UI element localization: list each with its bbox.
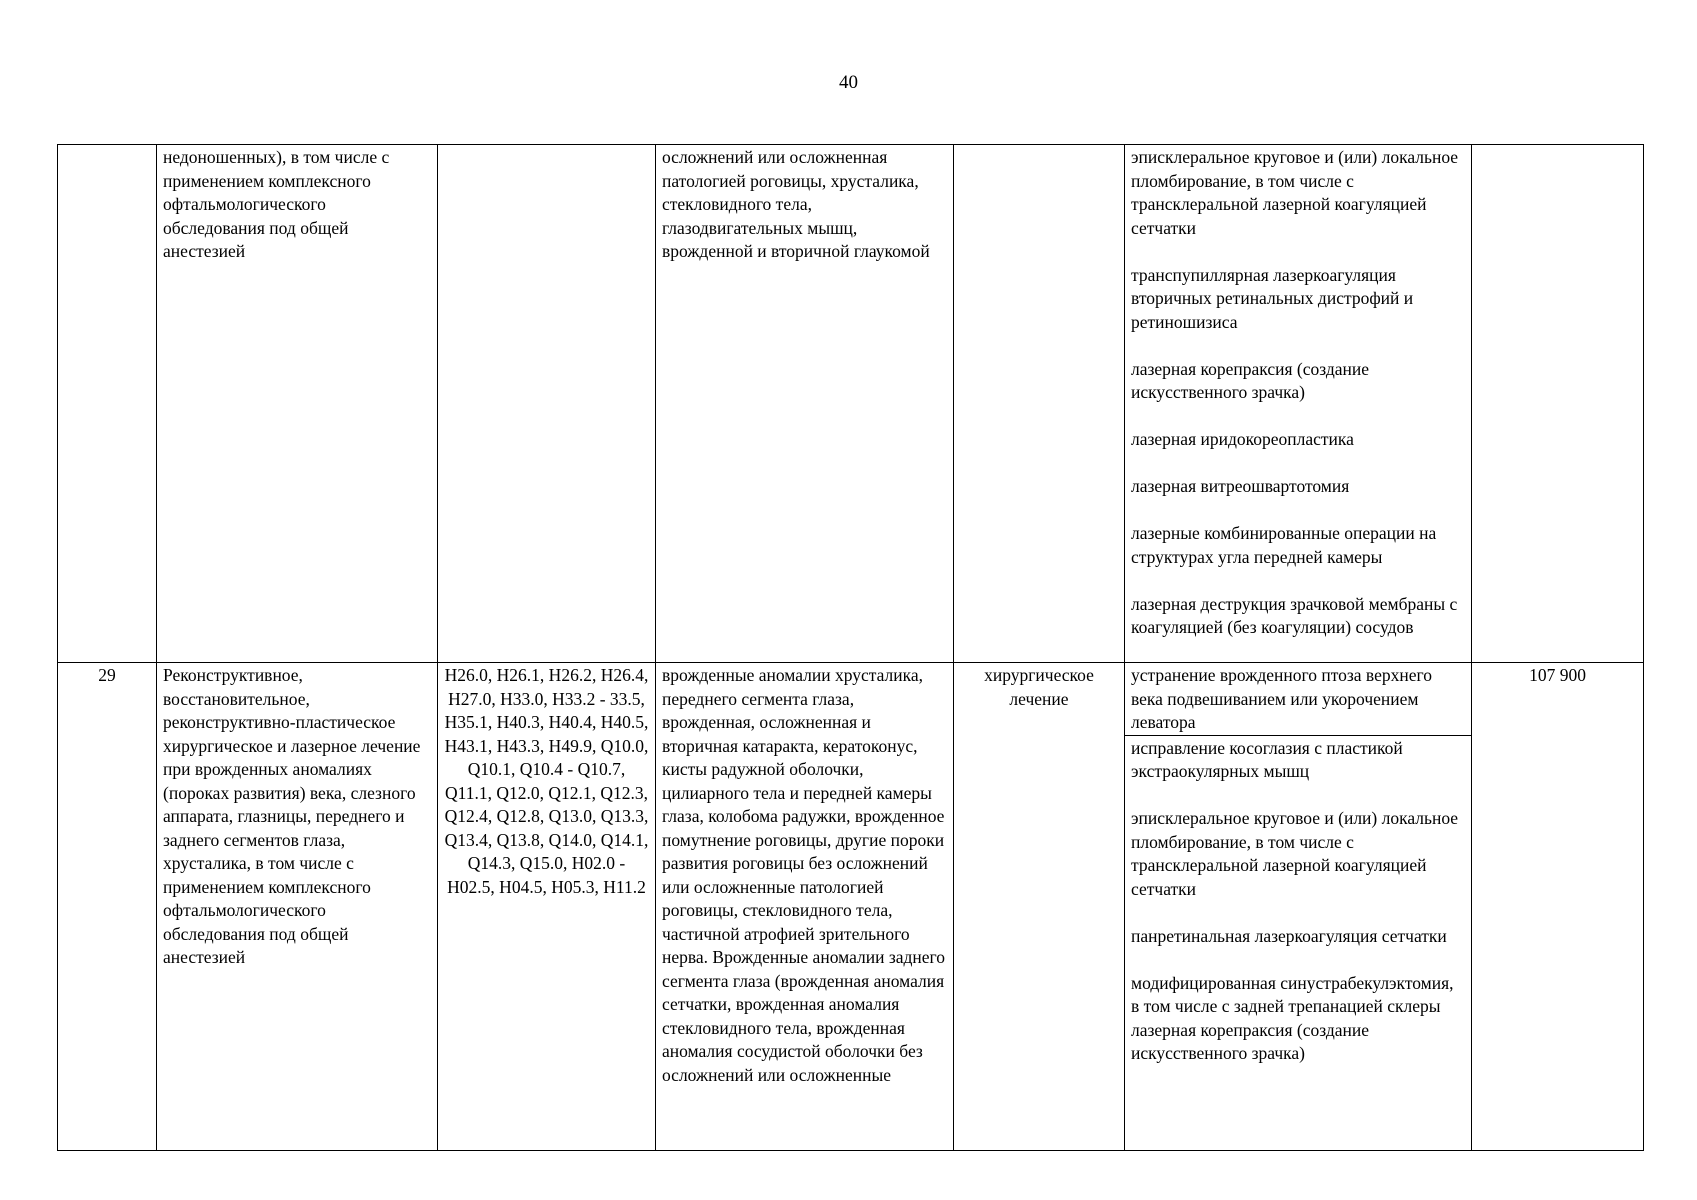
diagnosis-cell: врожденные аномалии хрусталика, переднего сегмента глаза, врожденная, осложненная и вторичная катаракта, кератоконус, кисты радужной оболочки, цилиарного тела и передней камеры глаза, колобома радужки, врожденное помутнение роговицы, другие пороки развития роговицы без осложнений или осложненные патологией роговицы, стекловидного тела, частичной атрофией зрительного нерва. Врожденные аномалии заднего сегмента глаза (врожденная аномалия сетчатки, врожденная аномалия стекловидного тела, врожденная аномалия сосудистой оболочки без осложнений или осложненные [656,663,954,1151]
diagnosis-cell: осложнений или осложненная патологией роговицы, хрусталика, стекловидного тела, глазодвигательных мышц, врожденной и вторичной глаукомой [656,145,954,663]
method-item: эписклеральное круговое и (или) локальное пломбирование, в том числе с трансклеральной лазерной коагуляцией сетчатки [1131,147,1459,238]
method-item: исправление косоглазия с пластикой экстраокулярных мышц [1131,737,1403,781]
method-item: устранение врожденного птоза верхнего века подвешиванием или укорочением леватора [1125,664,1471,736]
row-number-cell [58,145,157,663]
cost-cell [1472,145,1644,663]
table-row [58,663,1644,1151]
method-item: лазерные комбинированные операции на структурах угла передней камеры [1131,523,1437,567]
treatment-type-cell [954,145,1125,663]
treatment-type-cell: хирургическое лечение [954,663,1125,1151]
treatment-methods-cell [1125,663,1472,1151]
services-table [57,144,1644,1151]
method-item: лазерная корепраксия (создание искусственного зрачка) [1131,358,1369,402]
method-item: транспупиллярная лазеркоагуляция вторичных ретинальных дистрофий и ретиношизиса [1131,264,1414,332]
icd-codes-cell: H26.0, H26.1, H26.2, H26.4, H27.0, H33.0, H33.2 - 33.5, H35.1, H40.3, H40.4, H40.5, H43.1, H43.3, H49.9, Q10.0, Q10.1, Q10.4 - Q10.7, Q11.1, Q12.0, Q12.1, Q12.3, Q12.4, Q12.8, Q13.0, Q13.3, Q13.4, Q13.8, Q14.0, Q14.1, Q14.3, Q15.0, H02.0 - H02.5, H04.5, H05.3, H11.2 [438,663,656,1151]
row-number-cell: 29 [58,663,157,1151]
page-number: 40 [839,72,858,93]
method-item: лазерная витреошвартотомия [1131,476,1350,496]
icd-codes-cell [438,145,656,663]
treatment-methods-cell [1125,145,1472,663]
method-item: лазерная корепраксия (создание искусственного зрачка) [1131,1019,1369,1063]
cost-cell: 107 900 [1472,663,1644,1151]
service-name-cell: Реконструктивное, восстановительное, реконструктивно-пластическое хирургическое и лазерное лечение при врожденных аномалиях (пороках развития) века, слезного аппарата, глазницы, переднего и заднего сегментов глаза, хрусталика, в том числе с применением комплексного офтальмологического обследования под общей анестезией [157,663,438,1151]
method-item: лазерная иридокореопластика [1131,429,1354,449]
method-item: панретинальная лазеркоагуляция сетчатки [1131,925,1447,946]
service-name-cell: недоношенных), в том числе с применением комплексного офтальмологического обследования под общей анестезией [157,145,438,663]
method-item: лазерная деструкция зрачковой мембраны с коагуляцией (без коагуляции) сосудов [1131,593,1458,637]
table-row [58,145,1644,663]
method-item: эписклеральное круговое и (или) локальное пломбирование, в том числе с трансклеральной лазерной коагуляцией сетчатки [1131,808,1459,899]
method-item: модифицированная синустрабекулэктомия, в том числе с задней трепанацией склеры [1131,972,1454,1016]
